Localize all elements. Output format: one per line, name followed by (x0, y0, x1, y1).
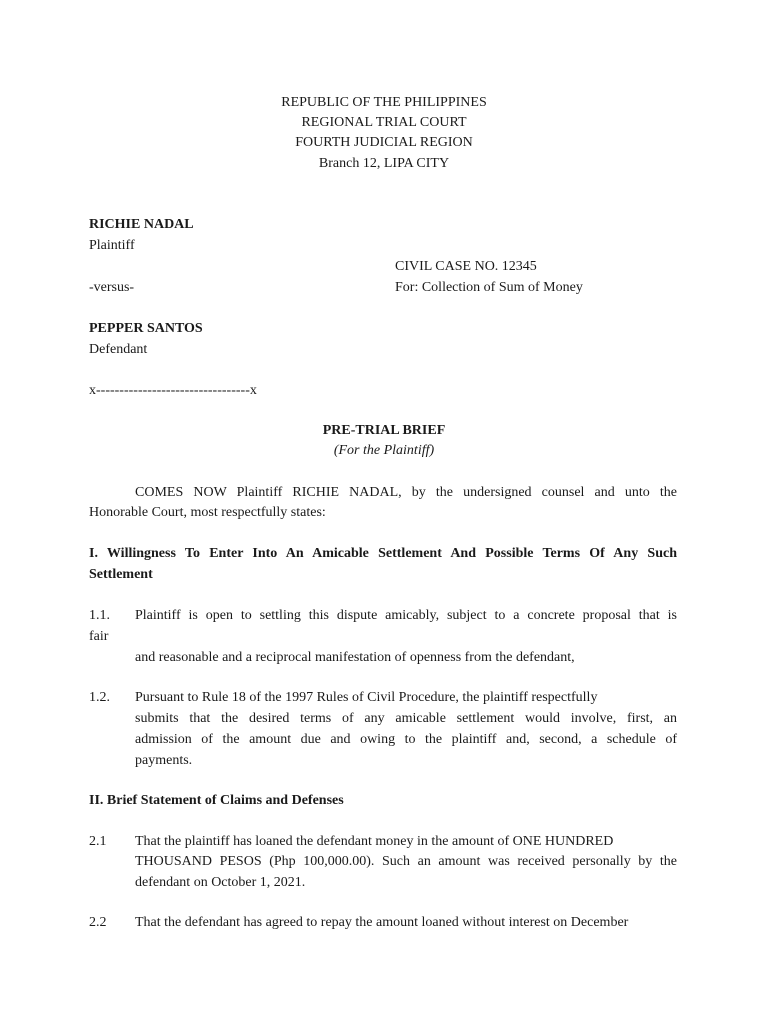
section-1-heading: I. Willingness To Enter Into An Amicable Settlement And Possible Terms Of Any Such (89, 546, 677, 561)
document-title: PRE-TRIAL BRIEF (322, 423, 446, 438)
item-1-1-line-2: fair (89, 629, 109, 644)
item-1-1-line-1: Plaintiff is open to settling this dispute amicably, subject to a concrete proposal that is (135, 608, 677, 623)
plaintiff-role: Plaintiff (89, 238, 135, 253)
document-subtitle: (For the Plaintiff) (333, 443, 435, 458)
item-2-1-line-3: defendant on October 1, 2021. (135, 875, 306, 890)
item-1-2-line-3: admission of the amount due and owing to the plaintiff and, second, a schedule of (135, 732, 677, 747)
item-1-2-number: 1.2. (89, 690, 110, 705)
intro-line-1: COMES NOW Plaintiff RICHIE NADAL, by the undersigned counsel and unto the (135, 485, 677, 500)
court-header-rtc: REGIONAL TRIAL COURT (301, 115, 467, 130)
item-1-2-line-1: Pursuant to Rule 18 of the 1997 Rules of Civil Procedure, the plaintiff respectfully (135, 690, 598, 705)
item-1-2-line-2: submits that the desired terms of any amicable settlement would involve, first, an (135, 711, 677, 726)
item-1-1-number: 1.1. (89, 608, 110, 623)
item-2-1-number: 2.1 (89, 834, 107, 849)
court-header-branch: Branch 12, LIPA CITY (318, 156, 450, 171)
item-1-2-line-4: payments. (135, 753, 193, 768)
court-header-region: FOURTH JUDICIAL REGION (295, 135, 473, 150)
plaintiff-name: RICHIE NADAL (89, 217, 194, 232)
item-2-2-line-1: That the defendant has agreed to repay the amount loaned without interest on December (135, 915, 629, 930)
section-1-heading-cont: Settlement (89, 567, 153, 582)
case-number: CIVIL CASE NO. 12345 (395, 259, 537, 274)
versus-label: -versus- (89, 280, 135, 295)
item-2-1-line-2: THOUSAND PESOS (Php 100,000.00). Such an amount was received personally by the (135, 854, 677, 869)
item-1-1-line-3: and reasonable and a reciprocal manifestation of openness from the defendant, (135, 650, 575, 665)
court-header-republic: REPUBLIC OF THE PHILIPPINES (281, 95, 487, 110)
section-2-heading: II. Brief Statement of Claims and Defenses (89, 793, 344, 808)
item-2-1-line-1: That the plaintiff has loaned the defendant money in the amount of ONE HUNDRED (135, 834, 614, 849)
defendant-role: Defendant (89, 342, 148, 357)
caption-separator: x---------------------------------x (89, 383, 257, 398)
intro-line-2: Honorable Court, most respectfully states: (89, 505, 326, 520)
case-subject: For: Collection of Sum of Money (395, 280, 583, 295)
defendant-name: PEPPER SANTOS (89, 321, 203, 336)
item-2-2-number: 2.2 (89, 915, 107, 930)
